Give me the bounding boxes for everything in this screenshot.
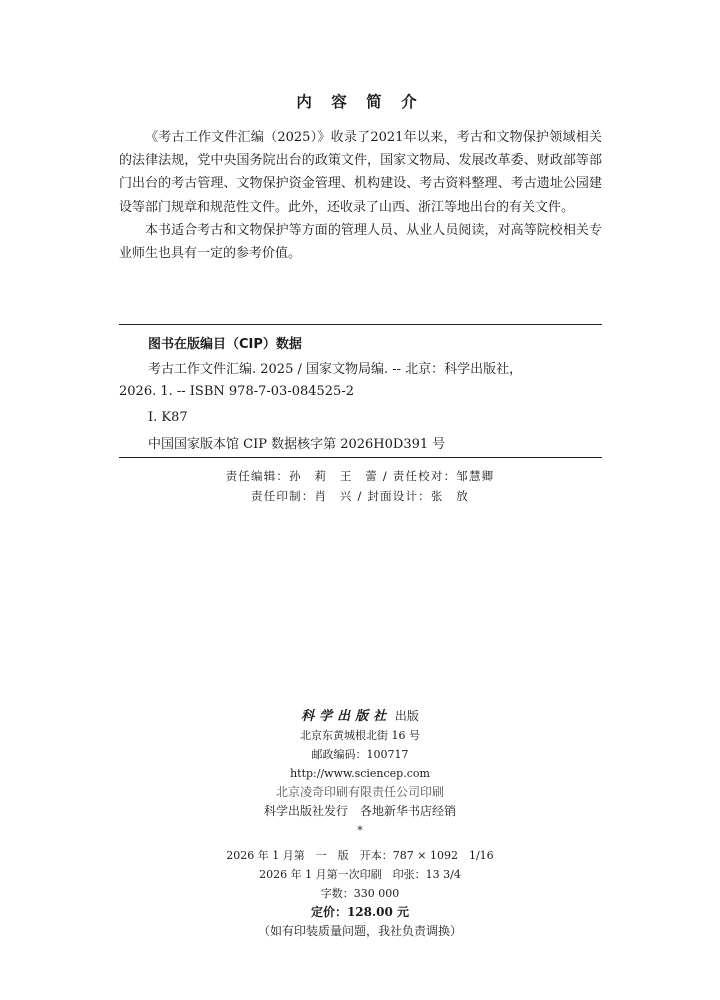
credits-line-2: 责任印制：肖 兴 / 封面设计：张 放: [251, 489, 469, 503]
price-line: 定价：128.00 元: [310, 905, 410, 919]
page-title: 内 容 简 介: [296, 93, 424, 111]
cip-bottom-rule: [119, 457, 602, 458]
colophon-block: [0, 707, 720, 941]
publisher-name: 科学出版社: [301, 709, 392, 724]
publisher-name-line: [0, 707, 720, 726]
notice-line: （如有印装质量问题，我社负责调换）: [257, 924, 462, 938]
summary-paragraph-1: 《考古工作文件汇编（2025）》收录了2021年以来，考古和文物保护领域相关的法律法规，党中央国务院出台的政策文件，国家文物局、发展改革委、财政部等部门出台的考古管理、文物保护资金管理、机构建设、考古资料整理、考古遗址公园建设等部门规章和规范性文件。此外，还收录了山西、浙江等地出台的有关文件。: [119, 130, 602, 215]
credits-line-1: 责任编辑：孙 莉 王 蕾 / 责任校对：邹慧卿: [225, 469, 495, 483]
printer-line: 北京凌奇印刷有限责任公司印刷: [275, 785, 444, 799]
publisher-url: http://www.sciencep.com: [290, 767, 430, 780]
credits-block: [0, 466, 720, 506]
edition-line: 2026 年 1 月第 一 版 开本：787 × 1092 1/16: [226, 849, 494, 862]
cip-line-3: Ⅰ. K87: [148, 410, 188, 425]
summary-paragraph-2: 本书适合考古和文物保护等方面的管理人员、从业人员阅读，对高等院校相关专业师生也具有一定的参考价值。: [119, 222, 602, 262]
publisher-address: 北京东黄城根北街 16 号: [300, 729, 420, 742]
cip-top-rule: [119, 324, 602, 325]
cip-line-1: 考古工作文件汇编. 2025 / 国家文物局编. -- 北京：科学出版社，: [148, 362, 523, 377]
distribution-line: 科学出版社发行 各地新华书店经销: [263, 804, 456, 818]
cip-heading: 图书在版编目（CIP）数据: [148, 337, 302, 352]
wordcount-line: 字数：330 000: [320, 887, 400, 900]
separator-star: *: [357, 824, 363, 837]
printing-line: 2026 年 1 月第一次印刷 印张：13 3/4: [259, 868, 461, 881]
summary-section: [119, 126, 602, 265]
cip-line-2: 2026. 1. -- ISBN 978-7-03-084525-2: [119, 384, 354, 399]
cip-line-4: 中国国家版本馆 CIP 数据核字第 2026H0D391 号: [148, 437, 446, 452]
publisher-name-suffix: 出版: [394, 709, 419, 723]
publisher-postcode: 邮政编码：100717: [311, 748, 409, 761]
